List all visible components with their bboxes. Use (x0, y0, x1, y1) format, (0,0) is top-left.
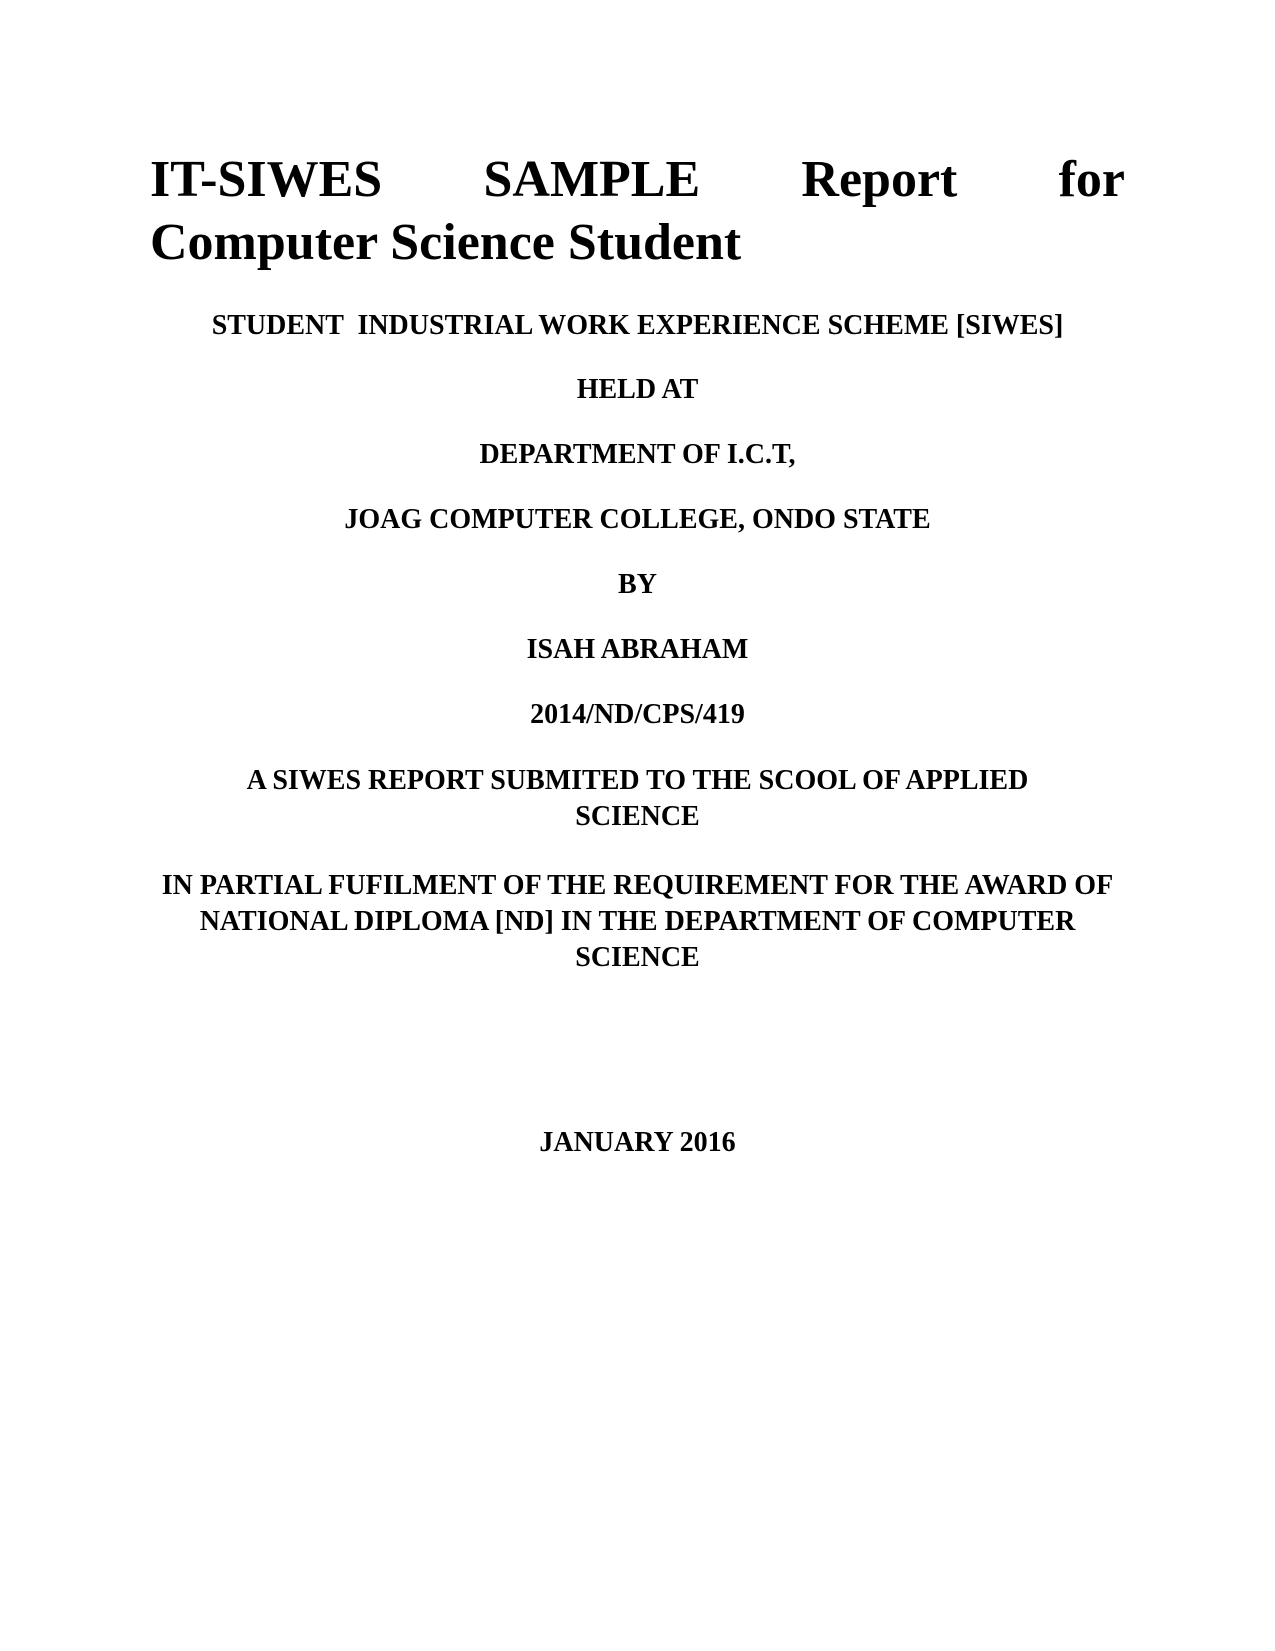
title-word: Report (801, 151, 958, 208)
department-name: DEPARTMENT OF I.C.T, (479, 439, 796, 470)
partial-fulfilment-statement: IN PARTIAL FUFILMENT OF THE REQUIREMENT FOR THE AWARD OF NATIONAL DIPLOMA [ND] IN THE DEPARTMENT OF COMPUTER SCIENCE (161, 870, 1114, 973)
scheme-heading: STUDENT INDUSTRIAL WORK EXPERIENCE SCHEME [SIWES] (211, 310, 1064, 341)
by-label: BY (618, 569, 657, 600)
student-name: ISAH ABRAHAM (526, 634, 749, 665)
submission-statement: A SIWES REPORT SUBMITED TO THE SCOOL OF APPLIED SCIENCE (246, 765, 1029, 832)
title-word: SAMPLE (483, 151, 701, 208)
college-name: JOAG COMPUTER COLLEGE, ONDO STATE (344, 504, 931, 535)
document-title (150, 148, 1125, 274)
matric-number: 2014/ND/CPS/419 (530, 699, 745, 730)
title-word: for (1058, 151, 1125, 208)
held-at-label: HELD AT (576, 374, 699, 405)
title-line-2: Computer Science Student (150, 214, 742, 271)
report-date: JANUARY 2016 (539, 1127, 736, 1158)
title-word: IT-SIWES (150, 151, 383, 208)
title-line-1 (150, 148, 1125, 211)
